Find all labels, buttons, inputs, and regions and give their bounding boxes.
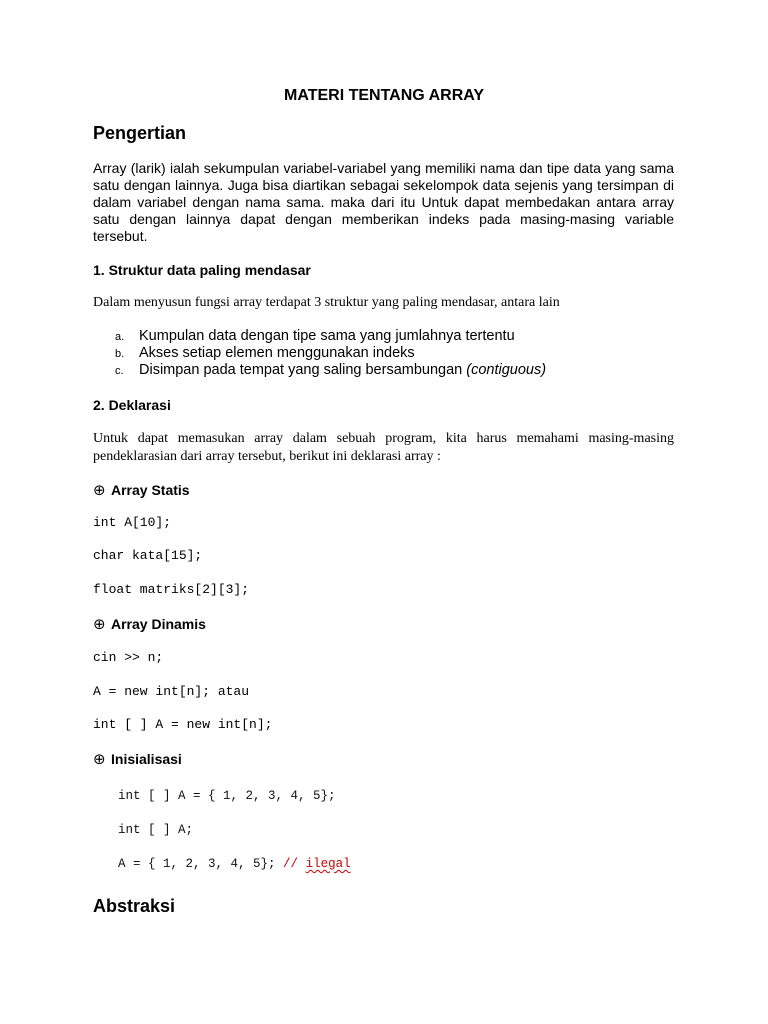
list-item-text: Akses setiap elemen menggunakan indeks [139, 345, 415, 361]
document-title: MATERI TENTANG ARRAY [284, 87, 484, 104]
circled-plus-icon: ⊕ [93, 750, 106, 768]
subheading-array-statis [93, 481, 190, 499]
subheading-label: Array Statis [111, 482, 190, 498]
code-text: A = { 1, 2, 3, 4, 5}; [118, 857, 276, 871]
heading-struktur: 1. Struktur data paling mendasar [93, 262, 311, 278]
heading-abstraksi: Abstraksi [93, 896, 176, 916]
list-marker: a. [115, 331, 125, 343]
list-item-text: Kumpulan data dengan tipe sama yang jumlahnya tertentu [139, 328, 515, 344]
code-line: float matriks[2][3]; [93, 582, 250, 597]
list-item-text: Disimpan pada tempat yang saling bersambungan [139, 362, 463, 378]
list-item [93, 345, 674, 362]
code-line: int [ ] A = new int[n]; [93, 717, 273, 732]
code-line: int A[10]; [93, 515, 172, 530]
subheading-inisialisasi [93, 750, 182, 768]
list-marker: b. [115, 348, 125, 360]
code-line: cin >> n; [93, 650, 164, 665]
subheading-label: Inisialisasi [111, 751, 182, 767]
code-line: int [ ] A = { 1, 2, 3, 4, 5}; [118, 789, 336, 803]
code-line: int [ ] A; [118, 823, 194, 837]
paragraph-pengertian: Array (larik) ialah sekumpulan variabel-variabel yang memiliki nama dan tipe data yang sama satu dengan lainnya. Juga bisa diartikan sebagai sekelompok data sejenis yang tersimpan di dalam variabel dengan nama sama. maka dari itu Untuk dapat membedakan antara array satu dengan lainnya dapat dengan memberikan indeks pada masing-masing variable tersebut. [93, 160, 674, 244]
code-comment: // [283, 857, 306, 871]
subheading-array-dinamis [93, 615, 206, 633]
list-item-italic: (contiguous) [466, 362, 547, 378]
subheading-label: Array Dinamis [111, 616, 206, 632]
heading-deklarasi: 2. Deklarasi [93, 397, 171, 413]
heading-pengertian: Pengertian [93, 123, 187, 143]
paragraph-struktur-intro: Dalam menyusun fungsi array terdapat 3 struktur yang paling mendasar, antara lain [93, 295, 560, 310]
code-line: char kata[15]; [93, 548, 203, 563]
list-item [93, 362, 674, 379]
code-line-ilegal [118, 857, 351, 871]
list-marker: c. [115, 365, 124, 377]
struktur-list [93, 328, 674, 379]
code-line: A = new int[n]; atau [93, 684, 250, 699]
paragraph-deklarasi-intro: Untuk dapat memasukan array dalam sebuah program, kita harus memahami masing-masing pendeklarasian dari array tersebut, berikut ini deklarasi array : [93, 431, 674, 464]
circled-plus-icon: ⊕ [93, 481, 106, 499]
circled-plus-icon: ⊕ [93, 615, 106, 633]
code-comment-misspelled: ilegal [305, 857, 351, 871]
list-item [93, 328, 674, 345]
